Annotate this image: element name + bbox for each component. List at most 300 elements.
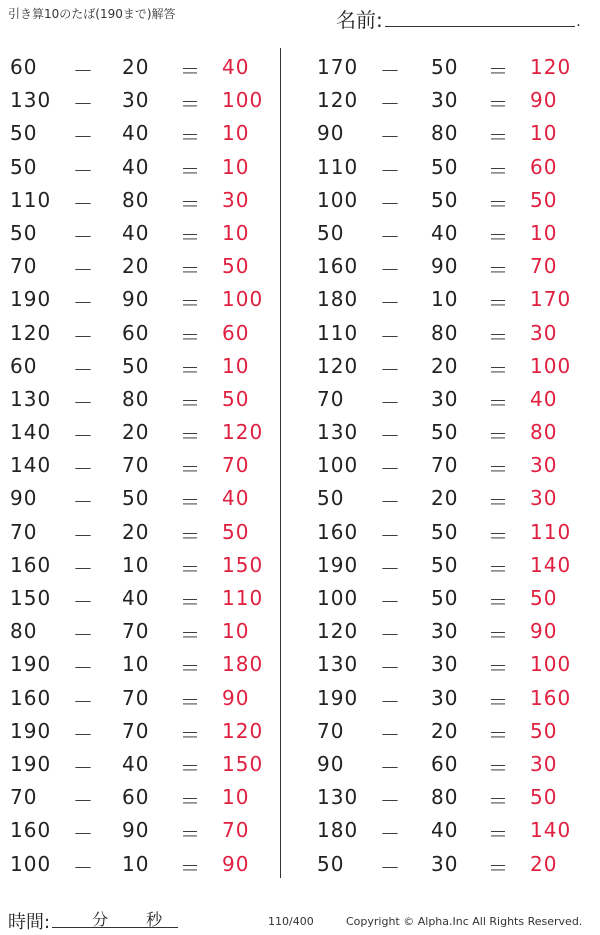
equals-sign: ＝	[180, 324, 201, 349]
subtrahend: 70	[122, 685, 150, 710]
minus-sign: －	[73, 357, 94, 382]
minuend: 150	[10, 586, 52, 610]
equals-sign: ＝	[488, 92, 509, 117]
subtrahend: 50	[431, 519, 459, 544]
problem-row	[305, 415, 585, 448]
subtrahend: 20	[122, 519, 150, 544]
problem-row	[305, 249, 585, 282]
problem-row	[0, 282, 280, 315]
equals-sign: ＝	[180, 490, 201, 515]
answer: 50	[530, 187, 558, 212]
minuend: 50	[10, 121, 38, 146]
minuend: 140	[10, 420, 52, 445]
minus-sign: －	[73, 59, 94, 83]
answer: 30	[530, 453, 558, 478]
problem-row	[0, 581, 280, 614]
equals-sign: ＝	[488, 125, 509, 150]
answer: 30	[530, 751, 558, 776]
minuend: 110	[317, 320, 359, 345]
problem-row	[0, 116, 280, 149]
equals-sign: ＝	[180, 590, 201, 614]
subtrahend: 30	[431, 619, 459, 644]
subtrahend: 40	[431, 220, 459, 245]
minus-sign: －	[380, 324, 401, 349]
problem-row	[0, 515, 280, 548]
minus-sign: －	[380, 224, 401, 249]
subtrahend: 20	[431, 486, 459, 511]
equals-sign: ＝	[180, 224, 201, 249]
answer: 10	[222, 220, 250, 245]
equals-sign: ＝	[180, 291, 201, 316]
minus-sign: －	[73, 822, 94, 847]
minus-sign: －	[380, 158, 401, 183]
minuend: 80	[10, 619, 38, 644]
minuend: 70	[317, 386, 345, 411]
problem-row	[0, 382, 280, 415]
subtrahend: 50	[431, 552, 459, 577]
subtrahend: 90	[122, 818, 150, 843]
equals-sign: ＝	[488, 59, 509, 83]
answer: 70	[222, 818, 250, 843]
minus-sign: －	[73, 390, 94, 415]
subtrahend: 20	[122, 55, 150, 79]
equals-sign: ＝	[488, 556, 509, 581]
answer: 90	[222, 851, 250, 876]
name-label: 名前:	[336, 8, 383, 32]
problem-row	[305, 448, 585, 481]
minus-sign: －	[73, 258, 94, 283]
problem-row	[0, 349, 280, 382]
problem-row	[0, 415, 280, 448]
left-problem-column	[0, 50, 280, 880]
minus-sign: －	[380, 656, 401, 681]
minus-sign: －	[380, 789, 401, 814]
subtrahend: 10	[431, 287, 459, 312]
problem-row	[305, 216, 585, 249]
problem-row	[305, 614, 585, 647]
problem-row	[0, 316, 280, 349]
minus-sign: －	[380, 755, 401, 780]
equals-sign: ＝	[488, 523, 509, 548]
equals-sign: ＝	[488, 689, 509, 714]
minuend: 100	[317, 586, 359, 610]
equals-sign: ＝	[180, 357, 201, 382]
problem-row	[305, 581, 585, 614]
problem-row	[305, 481, 585, 514]
problem-row	[0, 780, 280, 813]
equals-sign: ＝	[488, 457, 509, 482]
minus-sign: －	[73, 789, 94, 814]
subtrahend: 60	[122, 785, 150, 810]
minuend: 160	[10, 685, 52, 710]
minus-sign: －	[380, 523, 401, 548]
minus-sign: －	[380, 125, 401, 150]
minus-sign: －	[380, 855, 401, 880]
answer: 120	[222, 420, 264, 445]
answer: 20	[530, 851, 558, 876]
answer: 150	[222, 552, 264, 577]
minuend: 50	[317, 486, 345, 511]
subtrahend: 50	[431, 586, 459, 610]
minuend: 190	[10, 751, 52, 776]
minuend: 100	[317, 187, 359, 212]
subtrahend: 30	[431, 88, 459, 113]
minus-sign: －	[73, 324, 94, 349]
answer: 110	[530, 519, 572, 544]
answer: 10	[222, 154, 250, 179]
subtrahend: 90	[431, 254, 459, 279]
minus-sign: －	[380, 191, 401, 216]
answer: 90	[222, 685, 250, 710]
subtrahend: 40	[122, 154, 150, 179]
minuend: 50	[10, 220, 38, 245]
minus-sign: －	[380, 490, 401, 515]
minuend: 190	[317, 552, 359, 577]
minuend: 190	[10, 287, 52, 312]
answer: 40	[530, 386, 558, 411]
problem-row	[0, 183, 280, 216]
minus-sign: －	[73, 689, 94, 714]
equals-sign: ＝	[488, 656, 509, 681]
equals-sign: ＝	[180, 59, 201, 83]
problem-row	[0, 548, 280, 581]
equals-sign: ＝	[488, 258, 509, 283]
subtrahend: 30	[431, 685, 459, 710]
minuend: 50	[317, 851, 345, 876]
subtrahend: 30	[122, 88, 150, 113]
answer: 70	[222, 453, 250, 478]
minus-sign: －	[380, 390, 401, 415]
minuend: 50	[10, 154, 38, 179]
problem-row	[0, 50, 280, 83]
subtrahend: 40	[122, 586, 150, 610]
answer: 10	[222, 785, 250, 810]
subtrahend: 30	[431, 652, 459, 677]
problem-row	[305, 150, 585, 183]
subtrahend: 10	[122, 552, 150, 577]
problem-row	[305, 349, 585, 382]
problem-row	[0, 681, 280, 714]
subtrahend: 70	[122, 718, 150, 743]
minuend: 130	[317, 785, 359, 810]
answer: 100	[530, 652, 572, 677]
minuend: 70	[10, 785, 38, 810]
minuend: 110	[10, 187, 52, 212]
problem-row	[0, 249, 280, 282]
answer: 180	[222, 652, 264, 677]
subtrahend: 40	[122, 751, 150, 776]
problem-row	[305, 747, 585, 780]
problem-row	[0, 614, 280, 647]
answer: 60	[530, 154, 558, 179]
problem-row	[305, 282, 585, 315]
problem-row	[305, 50, 585, 83]
minus-sign: －	[380, 457, 401, 482]
subtrahend: 40	[431, 818, 459, 843]
subtrahend: 20	[431, 353, 459, 378]
answer: 10	[530, 121, 558, 146]
subtrahend: 40	[122, 220, 150, 245]
time-field	[8, 907, 178, 934]
minuend: 60	[10, 55, 38, 79]
subtrahend: 80	[122, 187, 150, 212]
subtrahend: 80	[431, 320, 459, 345]
subtrahend: 20	[122, 420, 150, 445]
answer: 90	[530, 619, 558, 644]
problem-row	[305, 681, 585, 714]
answer: 10	[530, 220, 558, 245]
minuend: 160	[317, 519, 359, 544]
equals-sign: ＝	[180, 523, 201, 548]
equals-sign: ＝	[488, 424, 509, 449]
answer: 40	[222, 55, 250, 79]
equals-sign: ＝	[180, 92, 201, 117]
answer: 30	[222, 187, 250, 212]
minuend: 70	[10, 254, 38, 279]
minus-sign: －	[73, 590, 94, 614]
minuend: 120	[317, 619, 359, 644]
minus-sign: －	[380, 556, 401, 581]
minuend: 190	[317, 685, 359, 710]
problem-row	[305, 847, 585, 880]
subtrahend: 80	[431, 785, 459, 810]
minuend: 70	[10, 519, 38, 544]
problem-row	[0, 481, 280, 514]
minus-sign: －	[73, 424, 94, 449]
equals-sign: ＝	[180, 158, 201, 183]
equals-sign: ＝	[180, 556, 201, 581]
minus-sign: －	[73, 855, 94, 880]
answer: 50	[530, 586, 558, 610]
answer: 10	[222, 121, 250, 146]
subtrahend: 60	[431, 751, 459, 776]
minus-sign: －	[73, 523, 94, 548]
subtrahend: 20	[122, 254, 150, 279]
equals-sign: ＝	[488, 490, 509, 515]
problem-row	[305, 183, 585, 216]
minus-sign: －	[380, 722, 401, 747]
minus-sign: －	[380, 258, 401, 283]
answer: 100	[530, 353, 572, 378]
minus-sign: －	[73, 191, 94, 216]
minuend: 90	[317, 751, 345, 776]
answer: 140	[530, 552, 572, 577]
minus-sign: －	[73, 457, 94, 482]
page-number: 110/400	[268, 915, 314, 928]
minuend: 100	[317, 453, 359, 478]
problem-row	[0, 847, 280, 880]
minus-sign: －	[73, 158, 94, 183]
minus-sign: －	[380, 59, 401, 83]
minus-sign: －	[73, 490, 94, 515]
minus-sign: －	[73, 92, 94, 117]
equals-sign: ＝	[488, 789, 509, 814]
equals-sign: ＝	[180, 623, 201, 648]
minus-sign: －	[73, 656, 94, 681]
minuend: 120	[317, 88, 359, 113]
minus-sign: －	[73, 556, 94, 581]
answer: 50	[222, 386, 250, 411]
answer: 30	[530, 486, 558, 511]
subtrahend: 80	[431, 121, 459, 146]
problem-row	[305, 548, 585, 581]
problem-row	[0, 216, 280, 249]
problem-row	[305, 714, 585, 747]
equals-sign: ＝	[488, 224, 509, 249]
minuend: 180	[317, 287, 359, 312]
answer: 160	[530, 685, 572, 710]
minutes-label: 分	[92, 910, 109, 929]
problem-row	[0, 83, 280, 116]
minus-sign: －	[73, 755, 94, 780]
equals-sign: ＝	[488, 390, 509, 415]
answer: 90	[530, 88, 558, 113]
minuend: 170	[317, 55, 359, 79]
equals-sign: ＝	[488, 623, 509, 648]
subtrahend: 80	[122, 386, 150, 411]
equals-sign: ＝	[488, 357, 509, 382]
equals-sign: ＝	[488, 855, 509, 880]
equals-sign: ＝	[180, 656, 201, 681]
minuend: 180	[317, 818, 359, 843]
equals-sign: ＝	[488, 590, 509, 614]
name-field	[336, 4, 581, 33]
equals-sign: ＝	[180, 258, 201, 283]
minus-sign: －	[73, 623, 94, 648]
worksheet-title: 引き算10のたば(190まで)解答	[8, 7, 176, 21]
problem-row	[305, 316, 585, 349]
minuend: 190	[10, 652, 52, 677]
answer: 10	[222, 353, 250, 378]
minuend: 60	[10, 353, 38, 378]
minuend: 100	[10, 851, 52, 876]
minus-sign: －	[380, 92, 401, 117]
answer: 50	[530, 785, 558, 810]
column-divider	[280, 48, 281, 878]
equals-sign: ＝	[180, 191, 201, 216]
minuend: 160	[10, 818, 52, 843]
minuend: 120	[10, 320, 52, 345]
equals-sign: ＝	[180, 722, 201, 747]
time-underline[interactable]	[52, 907, 178, 928]
subtrahend: 90	[122, 287, 150, 312]
subtrahend: 70	[122, 453, 150, 478]
subtrahend: 30	[431, 386, 459, 411]
subtrahend: 50	[431, 154, 459, 179]
answer: 120	[222, 718, 264, 743]
right-problem-column	[305, 50, 585, 880]
answer: 40	[222, 486, 250, 511]
minuend: 130	[317, 652, 359, 677]
problem-row	[0, 714, 280, 747]
subtrahend: 70	[431, 453, 459, 478]
subtrahend: 40	[122, 121, 150, 146]
problem-row	[305, 515, 585, 548]
equals-sign: ＝	[180, 689, 201, 714]
equals-sign: ＝	[488, 158, 509, 183]
equals-sign: ＝	[180, 755, 201, 780]
equals-sign: ＝	[488, 324, 509, 349]
minus-sign: －	[73, 125, 94, 150]
equals-sign: ＝	[180, 125, 201, 150]
minus-sign: －	[380, 291, 401, 316]
answer: 140	[530, 818, 572, 843]
minuend: 90	[10, 486, 38, 511]
minus-sign: －	[380, 424, 401, 449]
equals-sign: ＝	[488, 755, 509, 780]
subtrahend: 20	[431, 718, 459, 743]
answer: 30	[530, 320, 558, 345]
minus-sign: －	[73, 224, 94, 249]
equals-sign: ＝	[180, 390, 201, 415]
equals-sign: ＝	[488, 822, 509, 847]
problem-row	[0, 647, 280, 680]
minus-sign: －	[73, 722, 94, 747]
time-label: 時間:	[8, 912, 51, 933]
answer: 50	[222, 254, 250, 279]
minuend: 160	[10, 552, 52, 577]
answer: 50	[222, 519, 250, 544]
name-underline[interactable]	[385, 4, 581, 30]
name-dot: .	[576, 14, 581, 30]
problem-row	[305, 813, 585, 846]
minuend: 130	[10, 386, 52, 411]
minus-sign: －	[380, 590, 401, 614]
problem-row	[0, 747, 280, 780]
answer: 120	[530, 55, 572, 79]
subtrahend: 10	[122, 851, 150, 876]
answer: 10	[222, 619, 250, 644]
problem-row	[305, 780, 585, 813]
equals-sign: ＝	[180, 457, 201, 482]
subtrahend: 50	[431, 55, 459, 79]
copyright-notice: Copyright © Alpha.Inc All Rights Reserved.	[346, 915, 583, 928]
minuend: 110	[317, 154, 359, 179]
answer: 110	[222, 586, 264, 610]
subtrahend: 50	[122, 353, 150, 378]
problem-row	[0, 813, 280, 846]
minuend: 190	[10, 718, 52, 743]
equals-sign: ＝	[180, 855, 201, 880]
equals-sign: ＝	[180, 789, 201, 814]
answer: 70	[530, 254, 558, 279]
minus-sign: －	[380, 623, 401, 648]
answer: 100	[222, 88, 264, 113]
problem-row	[0, 448, 280, 481]
subtrahend: 70	[122, 619, 150, 644]
problem-row	[305, 647, 585, 680]
answer: 170	[530, 287, 572, 312]
minuend: 130	[10, 88, 52, 113]
problem-row	[305, 382, 585, 415]
minuend: 50	[317, 220, 345, 245]
equals-sign: ＝	[488, 291, 509, 316]
subtrahend: 10	[122, 652, 150, 677]
answer: 50	[530, 718, 558, 743]
subtrahend: 50	[122, 486, 150, 511]
subtrahend: 30	[431, 851, 459, 876]
subtrahend: 50	[431, 187, 459, 212]
subtrahend: 60	[122, 320, 150, 345]
seconds-label: 秒	[146, 910, 163, 929]
equals-sign: ＝	[488, 722, 509, 747]
problem-row	[305, 83, 585, 116]
minuend: 140	[10, 453, 52, 478]
minus-sign: －	[73, 291, 94, 316]
minus-sign: －	[380, 689, 401, 714]
problem-row	[305, 116, 585, 149]
minuend: 70	[317, 718, 345, 743]
